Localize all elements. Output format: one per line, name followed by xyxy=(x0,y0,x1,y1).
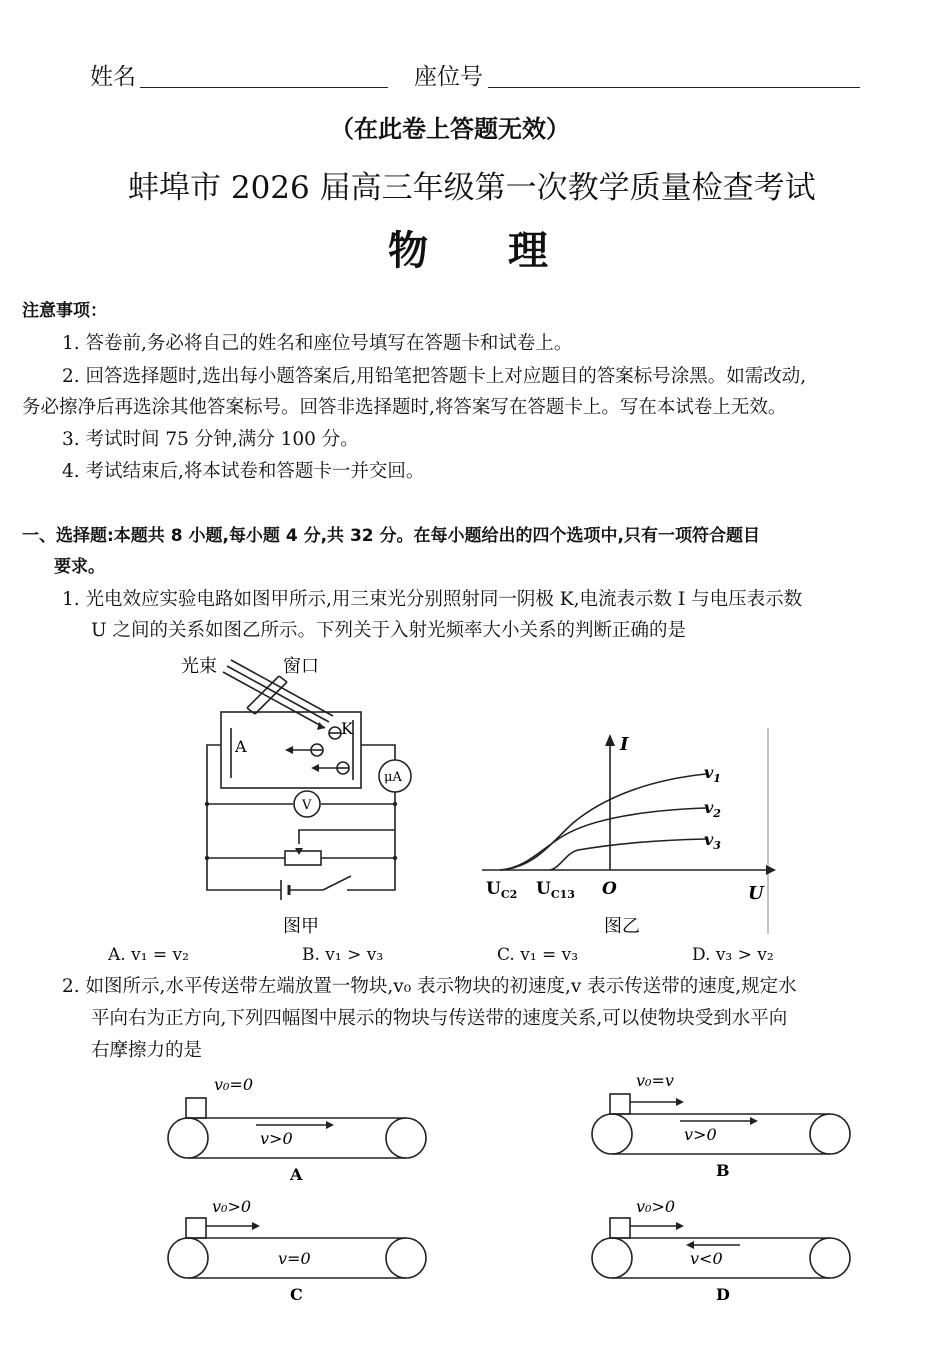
v-label: v>0 xyxy=(260,1129,293,1148)
axis-i-label: I xyxy=(620,734,629,755)
circuit-figure xyxy=(175,648,425,940)
window-label: 窗口 xyxy=(283,656,319,677)
seat-label: 座位号 xyxy=(414,64,483,90)
q2-stem-line1: 2. 如图所示,水平传送带左端放置一物块,v₀ 表示物块的初速度,v 表示传送带的速度,规定水 xyxy=(62,976,797,997)
section1-heading-cont: 要求。 xyxy=(54,557,105,577)
i-axis-arrow-icon xyxy=(605,734,615,746)
notice-item-2: 2. 回答选择题时,选出每小题答案后,用铅笔把答题卡上对应题目的答案标号涂黑。如需改动, xyxy=(62,366,807,387)
beam-arrow-icon xyxy=(317,722,325,730)
q1-stem-line2: U 之间的关系如图乙所示。下列关于入射光频率大小关系的判断正确的是 xyxy=(91,620,686,641)
uc13-label: $U_{C13}$ xyxy=(536,879,575,901)
axis-u-label: U xyxy=(748,883,764,904)
block xyxy=(610,1094,630,1114)
curve-v3 xyxy=(550,839,706,870)
name-label: 姓名 xyxy=(90,64,136,90)
v2-label: $v_2$ xyxy=(704,798,721,820)
electron-arrow-icon xyxy=(285,746,293,754)
u-axis-arrow-icon xyxy=(766,865,776,875)
notice-item-1: 1. 答卷前,务必将自己的姓名和座位号填写在答题卡和试卷上。 xyxy=(62,333,573,354)
panel-label: C xyxy=(290,1285,303,1304)
q1-option-c[interactable]: C. v₁ = v₃ xyxy=(497,945,579,965)
q1-option-d[interactable]: D. v₃ > v₂ xyxy=(692,945,774,965)
v-label: v<0 xyxy=(690,1249,723,1268)
exam-title: 蚌埠市 2026 届高三年级第一次教学质量检查考试 xyxy=(128,170,816,206)
belt-arrow-icon xyxy=(686,1241,694,1249)
block xyxy=(186,1218,206,1238)
v-label: v=0 xyxy=(278,1249,311,1268)
v-label: v>0 xyxy=(684,1125,717,1144)
panel-label: A xyxy=(290,1165,303,1184)
notice-item-2-cont: 务必擦净后再选涂其他答案标号。回答非选择题时,将答案写在答题卡上。写在本试卷上无效。 xyxy=(22,397,787,418)
notice-item-3: 3. 考试时间 75 分钟,满分 100 分。 xyxy=(62,429,359,450)
v0-label: v₀>0 xyxy=(212,1197,252,1216)
v0-arrow-icon xyxy=(676,1222,684,1230)
beam-label: 光束 xyxy=(181,656,217,677)
voltmeter-label: V xyxy=(302,798,312,813)
v0-label: v₀=0 xyxy=(214,1075,254,1094)
cathode-label: K xyxy=(341,719,353,738)
figure-b-caption: 图乙 xyxy=(604,916,640,937)
conveyor-figures xyxy=(160,1068,860,1364)
notice-item-4: 4. 考试结束后,将本试卷和答题卡一并交回。 xyxy=(62,461,425,482)
v3-label: $v_3$ xyxy=(704,830,721,852)
belt-arrow-icon xyxy=(326,1121,334,1129)
invalid-note: （在此卷上答题无效） xyxy=(330,115,570,143)
origin-label: O xyxy=(602,879,617,899)
v0-label: v₀=v xyxy=(636,1071,674,1090)
q1-option-a[interactable]: A. v₁ = v₂ xyxy=(108,945,189,965)
figure-a-caption: 图甲 xyxy=(283,916,319,937)
uc2-label: $U_{C2}$ xyxy=(486,879,518,901)
seat-blank[interactable] xyxy=(488,87,860,88)
q1-stem-line1: 1. 光电效应实验电路如图甲所示,用三束光分别照射同一阴极 K,电流表示数 I 与电压表示数 xyxy=(62,589,803,610)
q1-option-b[interactable]: B. v₁ > v₃ xyxy=(302,945,384,965)
notice-title: 注意事项： xyxy=(22,301,107,321)
v0-arrow-icon xyxy=(676,1098,684,1106)
q2-stem-line2: 平向右为正方向,下列四幅图中展示的物块与传送带的速度关系,可以使物块受到水平向 xyxy=(91,1008,788,1029)
subject-title: 物 理 xyxy=(388,228,548,274)
section1-heading: 一、选择题:本题共 8 小题,每小题 4 分,共 32 分。在每小题给出的四个选项中,只有一项符合题目 xyxy=(22,526,760,546)
conveyor-panel-b xyxy=(592,1071,850,1180)
v0-label: v₀>0 xyxy=(636,1197,676,1216)
belt-arrow-icon xyxy=(750,1117,758,1125)
name-blank[interactable] xyxy=(140,87,388,88)
microammeter-label: μA xyxy=(384,770,402,785)
conveyor-panel-c xyxy=(168,1197,426,1304)
block xyxy=(186,1098,206,1118)
electron-arrow-icon xyxy=(311,764,319,772)
v0-arrow-icon xyxy=(252,1222,260,1230)
v1-label: $v_1$ xyxy=(704,763,721,785)
block xyxy=(610,1218,630,1238)
panel-label: B xyxy=(716,1161,730,1180)
conveyor-panel-a xyxy=(168,1075,426,1184)
panel-label: D xyxy=(716,1285,730,1304)
conveyor-panel-d xyxy=(592,1197,850,1304)
q2-stem-line3: 右摩擦力的是 xyxy=(91,1040,203,1061)
anode-label: A xyxy=(235,737,247,756)
curve-v1 xyxy=(500,774,706,870)
iu-graph-figure xyxy=(478,728,778,940)
